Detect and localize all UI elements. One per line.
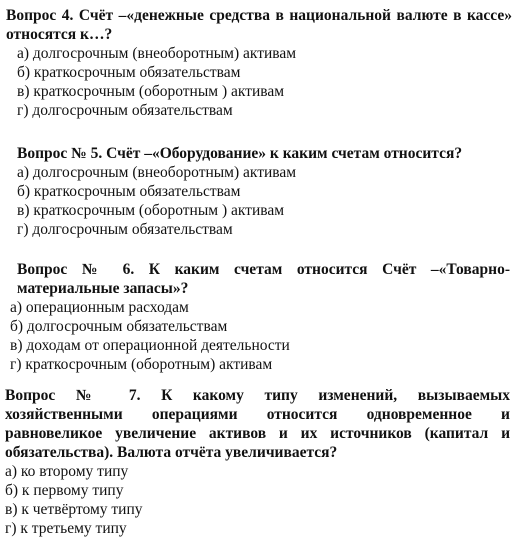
question-6-option-b: б) долгосрочным обязательствам [10, 318, 228, 335]
question-6 [0, 260, 518, 374]
question-6-title-line-1: Вопрос № 6. К каким счетам относится Счёт –«Товарно- [17, 261, 510, 278]
question-5-option-c: в) краткосрочным (оборотным ) активам [17, 202, 285, 219]
question-4-option-b: б) краткосрочным обязательствам [17, 64, 241, 81]
question-7-title [0, 386, 518, 462]
question-6-option-d: г) краткосрочным (оборотным) активам [10, 356, 273, 373]
question-7-option-b: б) к первому типу [5, 482, 124, 499]
question-7-title-line-1: Вопрос № 7. К какому типу изменений, вызываемых [5, 387, 510, 404]
question-7-title-line-3: равновеликое увеличение активов и их источников (капитал и [5, 425, 510, 442]
question-4-option-c: в) краткосрочным (оборотным ) активам [17, 83, 285, 100]
question-5-title: Вопрос № 5. Счёт –«Оборудование» к каким счетам относится? [17, 145, 463, 162]
question-5-option-d: г) долгосрочным обязательствам [17, 221, 233, 238]
question-6-title-line-2: материальные запасы»? [17, 280, 189, 297]
question-6-option-a: а) операционным расходам [10, 299, 189, 316]
question-4 [0, 6, 518, 120]
question-6-option-c: в) доходам от операционной деятельности [10, 337, 290, 354]
question-7-option-a: а) ко второму типу [5, 463, 129, 480]
question-4-option-d: г) долгосрочным обязательствам [17, 102, 233, 119]
question-5 [0, 144, 518, 239]
question-7-option-d: г) к третьему типу [5, 520, 127, 537]
question-7-option-c: в) к четвёртому типу [5, 501, 143, 518]
question-5-option-a: а) долгосрочным (внеоборотным) активам [17, 164, 297, 181]
question-4-title: Вопрос 4. Счёт –«денежные средства в национальной валюте в кассе» относятся к…? [6, 7, 512, 43]
question-6-title [0, 260, 518, 298]
question-7-title-line-2: хозяйственными операциями относится одновременное и [5, 406, 510, 423]
question-5-option-b: б) краткосрочным обязательствам [17, 183, 241, 200]
question-7-title-line-4: обязательства). Валюта отчёта увеличивается? [5, 444, 338, 461]
question-4-option-a: а) долгосрочным (внеоборотным) активам [17, 45, 297, 62]
question-7 [0, 386, 518, 538]
